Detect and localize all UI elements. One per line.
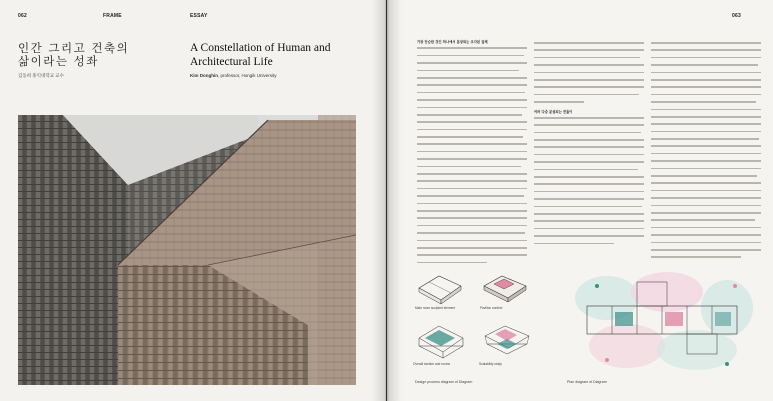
korean-author: 김동희 홍익대학교 교수 <box>18 73 64 78</box>
diagram3-caption: Overall section and rooms <box>413 362 451 366</box>
right-page <box>387 0 773 401</box>
english-title-line1: A Constellation of Human and <box>190 42 331 54</box>
body-column-1 <box>417 40 527 267</box>
english-title-line2: Architectural Life <box>190 55 273 68</box>
diagram2-caption: Pavilion context <box>480 306 503 310</box>
author-role: professor, Hongik University <box>220 73 277 78</box>
pavilion-context-diagram <box>480 270 530 306</box>
korean-title-line1: 인간 그리고 건축의 <box>18 41 130 55</box>
diagram1-caption: Main room sculpted element <box>415 306 456 310</box>
korean-title <box>18 42 178 68</box>
body-column-3 <box>651 40 761 262</box>
right-page-number: 063 <box>732 13 741 19</box>
left-page-number: 062 <box>18 13 27 19</box>
shingle-building-photo <box>18 115 356 385</box>
col1-heading: 가장 단순한 것인 하나에서 분장되는 조각된 집체 <box>417 40 488 44</box>
col2-subheading: 여러 다중 분섬되는 전돌이 <box>534 109 573 114</box>
english-title <box>190 42 370 69</box>
scalability-diagram <box>479 318 534 360</box>
plan-diagram-caption: Plan diagram of Diagram <box>567 380 607 384</box>
overall-section-diagram <box>413 318 468 360</box>
left-section-label: FRAME <box>103 13 122 19</box>
isometric-roof-diagram <box>415 270 465 306</box>
korean-title-line2: 삶이라는 성좌 <box>18 54 99 68</box>
right-section-label-left: ESSAY <box>190 13 208 19</box>
author-name: Kim Donghin <box>190 73 218 78</box>
design-process-caption: Design process diagram of Diagram <box>415 380 473 384</box>
plan-diagram <box>567 268 757 376</box>
english-author: Kim Donghin, professor, Hongik University <box>190 73 277 78</box>
left-page <box>0 0 386 401</box>
diagram4-caption: Scalability study <box>479 362 502 366</box>
book-gutter-shadow <box>372 0 402 401</box>
body-column-2 <box>534 40 644 248</box>
